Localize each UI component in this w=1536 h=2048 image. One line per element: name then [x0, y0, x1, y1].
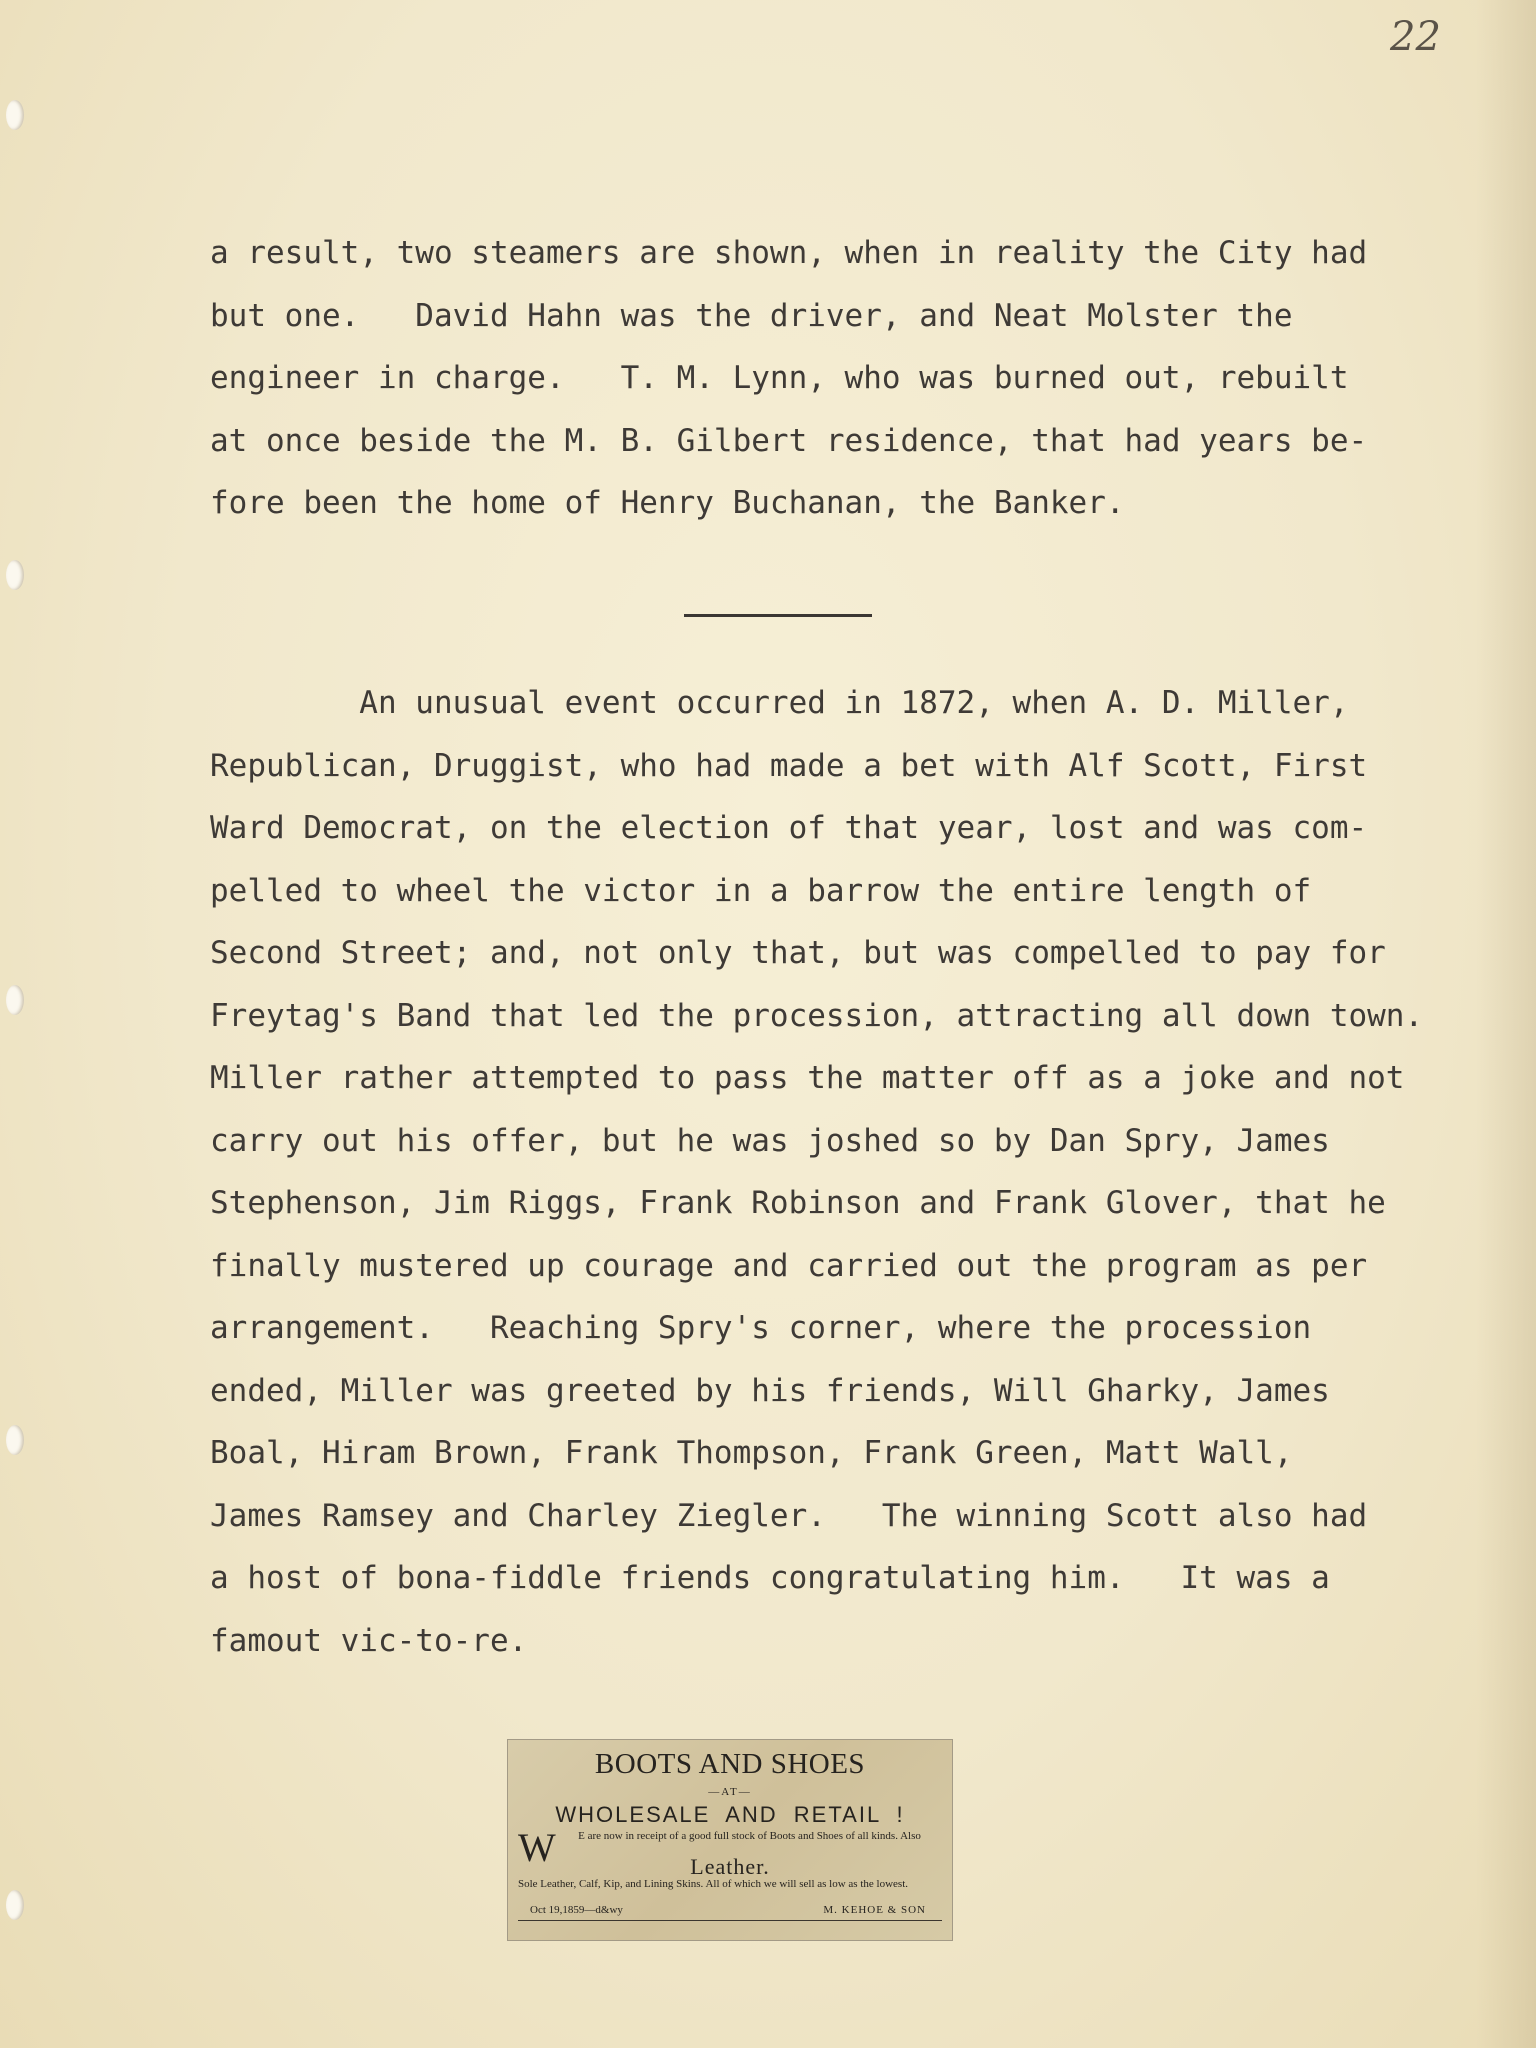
binder-hole: [6, 1425, 24, 1455]
paragraph-1: [210, 222, 1430, 535]
page-number: 22: [1390, 14, 1441, 60]
text-line: a result, two steamers are shown, when in reality the City had: [210, 235, 1368, 271]
binder-hole: [6, 100, 24, 130]
text-line: Boal, Hiram Brown, Frank Thompson, Frank Green, Matt Wall,: [210, 1435, 1293, 1471]
clipping-small-text: Sole Leather, Calf, Kip, and Lining Skins. All of which we will sell as low as the lowest.: [518, 1878, 909, 1890]
text-line: at once beside the M. B. Gilbert residence, that had years be-: [210, 422, 1368, 459]
text-line: engineer in charge. T. M. Lynn, who was burned out, rebuilt: [210, 360, 1349, 396]
section-divider: [684, 614, 872, 617]
clipping-dropcap: W: [518, 1825, 556, 1870]
text-line: finally mustered up courage and carried out the program as per: [210, 1247, 1368, 1284]
page-edge-shadow: [1476, 0, 1536, 2048]
text-line: fore been the home of Henry Buchanan, the Banker.: [210, 485, 1125, 521]
text-line: Republican, Druggist, who had made a bet with Alf Scott, First: [210, 747, 1368, 784]
text-line: arrangement. Reaching Spry's corner, where the procession: [210, 1310, 1312, 1346]
clipping-title: BOOTS AND SHOES: [594, 1748, 866, 1780]
text-line: James Ramsey and Charley Ziegler. The winning Scott also had: [210, 1497, 1368, 1534]
clipping-date: Oct 19,1859—d&wy: [530, 1904, 623, 1916]
text-line: Stephenson, Jim Riggs, Frank Robinson and Frank Glover, that he: [210, 1185, 1386, 1221]
text-line: but one. David Hahn was the driver, and Neat Molster the: [210, 297, 1293, 334]
text-line: famout vic-to-re.: [210, 1622, 528, 1659]
clipping-subtitle: WHOLESALE AND RETAIL !: [555, 1802, 905, 1827]
text-line: carry out his offer, but he was joshed so by Dan Spry, James: [210, 1122, 1330, 1159]
text-line: An unusual event occurred in 1872, when A. D. Miller,: [210, 685, 1349, 721]
clipping-leather-heading: Leather.: [690, 1854, 770, 1879]
text-line: ended, Miller was greeted by his friends, Will Gharky, James: [210, 1372, 1330, 1409]
newspaper-clipping: [508, 1740, 952, 1940]
text-line: Miller rather attempted to pass the matter off as a joke and not: [210, 1060, 1405, 1096]
binder-hole: [6, 1890, 24, 1920]
clipping-at: —AT—: [708, 1786, 752, 1798]
text-line: a host of bona-fiddle friends congratulating him. It was a: [210, 1560, 1330, 1596]
text-line: Ward Democrat, on the election of that year, lost and was com-: [210, 810, 1368, 846]
binder-hole: [6, 560, 24, 590]
text-line: Freytag's Band that led the procession, attracting all down town.: [210, 997, 1424, 1034]
binder-hole: [6, 985, 24, 1015]
clipping-rule: [518, 1920, 942, 1921]
text-line: Second Street; and, not only that, but was compelled to pay for: [210, 935, 1386, 971]
text-line: pelled to wheel the victor in a barrow the entire length of: [210, 872, 1312, 909]
paragraph-2: [210, 672, 1430, 1672]
clipping-signature: M. KEHOE & SON: [823, 1904, 926, 1916]
clipping-body: E are now in receipt of a good full stock of Boots and Shoes of all kinds. Also: [578, 1830, 921, 1842]
